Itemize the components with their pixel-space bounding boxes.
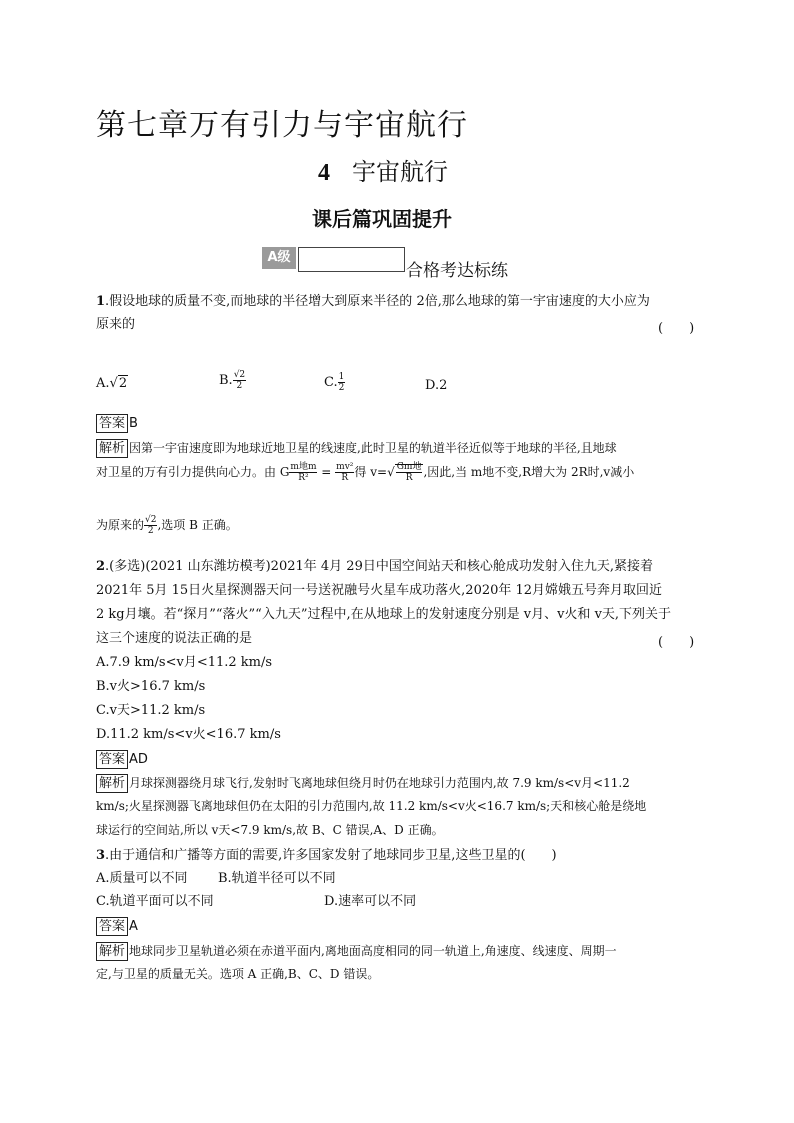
q2-exp-line1 (96, 772, 630, 793)
explanation-tag: 解析 (96, 942, 128, 961)
q1-exp-frac2-num: mv² (336, 462, 354, 472)
q3-option-d: D.速率可以不同 (324, 894, 417, 909)
q1-exp-line2: 对卫星的万有引力提供向心力。由 G $\frac{\text{m地m}}{\text{R²}}$ = $\frac{\text{mv²}}{R}$ 得 v=√ $\frac{\text{Gm地}}{R}$ ,因此,当 m地不变,R增大为 2R时,v减小 (96, 462, 635, 483)
q1-option-c-num: 1 (338, 372, 345, 382)
q2-exp-line3: 球运行的空间站,所以 v天<7.9 km/s,故 B、C 错误,A、D 正确。 (96, 823, 444, 837)
q1-exp-frac1-num: m地m (290, 462, 317, 472)
q1-exp-text3a: 为原来的 (96, 518, 145, 532)
q1-exp-line3-num: √2 (145, 515, 157, 525)
q2-line2: 2021年 5月 15日火星探测器天问一号送祝融号火星车成功落火,2020年 12月嫦娥五号奔月取回近 (96, 583, 663, 598)
explanation-tag: 解析 (96, 439, 128, 458)
level-badge: A级 (262, 247, 296, 269)
q2-option-a: A.7.9 km/s<v月<11.2 km/s (96, 655, 273, 670)
q3-stem-text: .由于通信和广播等方面的需要,许多国家发射了地球同步卫星,这些卫星的( ) (105, 848, 557, 863)
q1-option-d: D.2 (425, 378, 448, 393)
q2-answer-paren: ( ) (658, 635, 695, 650)
q1-exp-line1 (96, 437, 617, 458)
q3-exp-line2: 定,与卫星的质量无关。选项 A 正确,B、C、D 错误。 (96, 967, 380, 981)
q3-exp-line1 (96, 940, 617, 961)
q1-option-b-num: √2 (233, 370, 246, 380)
q1-exp-mid: 得 v= (354, 465, 388, 479)
q3-option-b: B.轨道半径可以不同 (218, 871, 336, 886)
q2-option-d: D.11.2 km/s<v火<16.7 km/s (96, 727, 281, 742)
q2-exp-line2: km/s;火星探测器飞离地球但仍在太阳的引力范围内,故 11.2 km/s<v火<16.7 km/s;天和核心舱是绕地 (96, 799, 647, 813)
explanation-tag: 解析 (96, 774, 128, 793)
answer-tag: 答案 (96, 750, 128, 769)
q3-option-c: C.轨道平面可以不同 (96, 894, 214, 909)
chapter-title: 第七章万有引力与宇宙航行 (96, 108, 468, 143)
q1-answer: B (129, 416, 138, 431)
q1-stem-line2: 原来的 (96, 317, 136, 332)
q1-option-c-den: 2 (338, 383, 345, 393)
q1-exp-sqrt-num: Gm地 (396, 462, 422, 472)
q1-option-b-den: 2 (236, 381, 243, 391)
q1-number: 1 (96, 294, 106, 309)
q1-option-c-label: C. (324, 375, 338, 390)
q1-exp-line3 (96, 515, 238, 536)
q1-option-a: A.√2 (96, 376, 128, 391)
q1-stem-text: .假设地球的质量不变,而地球的半径增大到原来半径的 2倍,那么地球的第一宇宙速度的大小应为 (105, 294, 650, 309)
q1-exp-text2a: 对卫星的万有引力提供向心力。由 G (96, 465, 290, 479)
section-number: 4 (318, 160, 330, 186)
section-title (318, 152, 448, 187)
q3-number: 3 (96, 848, 106, 863)
q1-exp-frac1-den: R² (298, 473, 309, 483)
q1-option-b-label: B. (219, 373, 233, 388)
q2-answer: AD (129, 752, 148, 767)
q2-line4: 这三个速度的说法正确的是 (96, 631, 253, 646)
q2-option-b: B.v火>16.7 km/s (96, 679, 206, 694)
q1-option-a-value: 2 (118, 376, 128, 391)
q2-answer-row (96, 748, 148, 769)
q1-exp-text1: 因第一宇宙速度即为地球近地卫星的线速度,此时卫星的轨道半径近似等于地球的半径,且地球 (129, 441, 617, 455)
q2-option-c: C.v天>11.2 km/s (96, 703, 206, 718)
q1-option-b (219, 370, 246, 391)
q3-answer: A (129, 919, 138, 934)
answer-tag: 答案 (96, 414, 128, 433)
q1-exp-line3-den: 2 (147, 526, 154, 536)
q3-exp-text1: 地球同步卫星轨道必须在赤道平面内,离地面高度相同的同一轨道上,角速度、线速度、周期一 (129, 944, 617, 958)
q1-exp-text3b: ,选项 B 正确。 (157, 518, 238, 532)
q3-option-a: A.质量可以不同 (96, 871, 188, 886)
level-text: 合格考达标练 (406, 261, 508, 281)
q1-exp-eq: = (317, 465, 336, 479)
answer-tag: 答案 (96, 917, 128, 936)
q1-exp-text2b: ,因此,当 m地不变,R增大为 2R时,v减小 (423, 465, 635, 479)
q1-exp-frac2-den: R (341, 473, 349, 483)
q2-line1 (96, 555, 653, 579)
q1-exp-sqrt-den: R (405, 473, 413, 483)
q2-number: 2 (96, 559, 106, 574)
q2-text1: .(多选)(2021 山东潍坊模考)2021年 4月 29日中国空间站天和核心舱成功发射入住九天,紧接着 (105, 559, 653, 574)
q1-answer-paren: ( ) (658, 321, 695, 336)
level-blank-box (298, 247, 405, 272)
q2-line3: 2 kg月壤。若“探月”“落火”“入九天”过程中,在从地球上的发射速度分别是 v月、v火和 v天,下列关于 (96, 607, 672, 622)
q3-stem (96, 844, 557, 868)
page-subtitle: 课后篇巩固提升 (312, 207, 452, 231)
q1-answer-row (96, 412, 138, 433)
q1-option-c (324, 372, 345, 393)
q1-option-a-label: A. (96, 376, 110, 391)
q2-exp-text1: 月球探测器绕月球飞行,发射时飞离地球但绕月时仍在地球引力范围内,故 7.9 km/s<v月<11.2 (129, 776, 630, 790)
q1-stem-line1 (96, 290, 650, 314)
q3-answer-row (96, 915, 138, 936)
section-name: 宇宙航行 (352, 158, 448, 186)
